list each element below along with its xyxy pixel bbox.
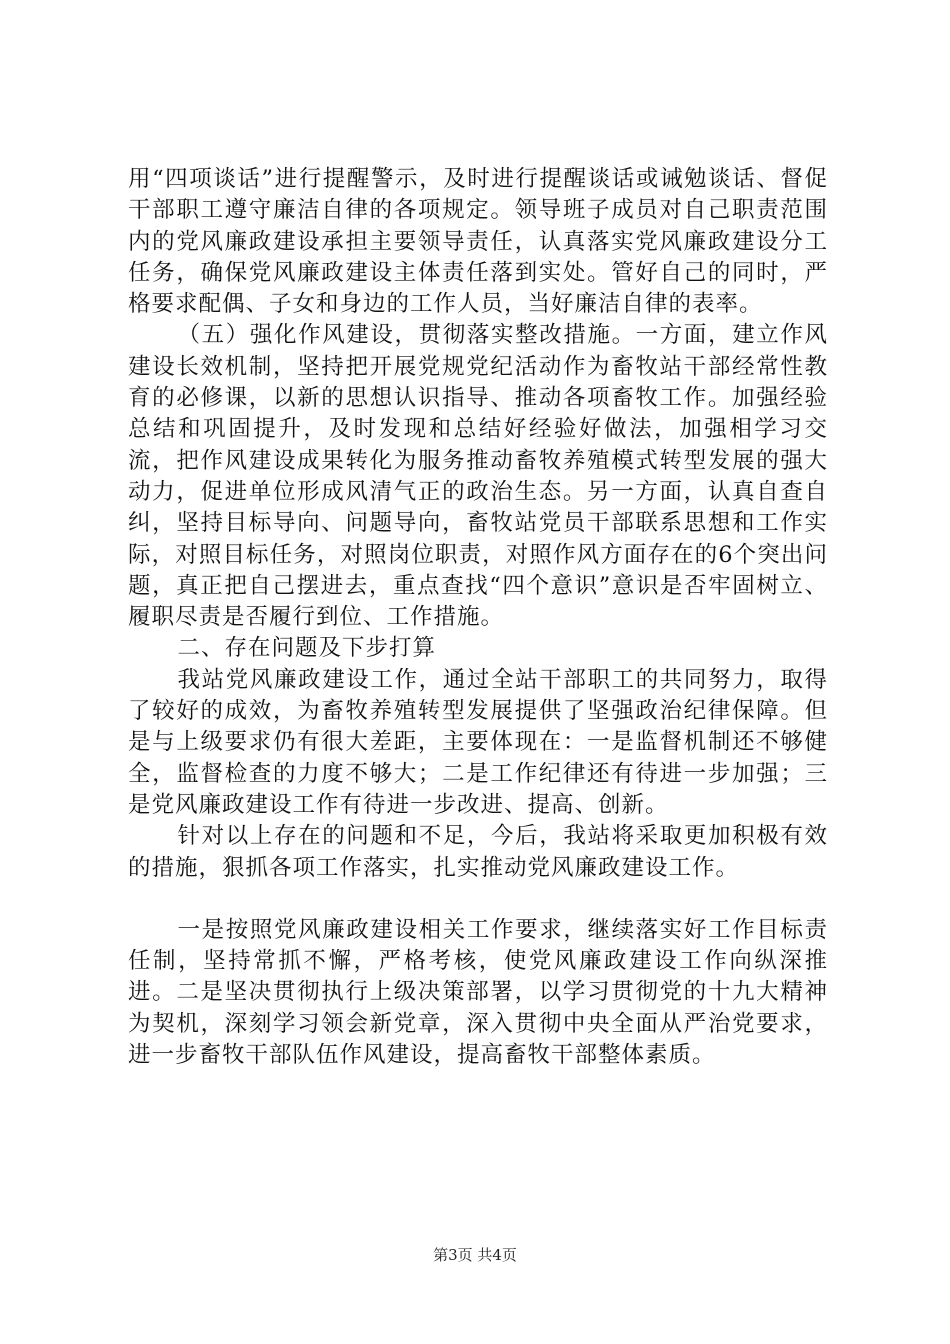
paragraph-achievements: 我站党风廉政建设工作，通过全站干部职工的共同努力，取得了较好的成效，为畜牧养殖转型发展提供了坚强政治纪律保障。但是与上级要求仍有很大差距，主要体现在：一是监督机制还不够健全，监督检查的力度不够大；二是工作纪律还有待进一步加强；三是党风廉政建设工作有待进一步改进、提高、创新。 xyxy=(128,666,828,818)
paragraph-measures: 针对以上存在的问题和不足，今后，我站将采取更加积极有效的措施，狠抓各项工作落实，扎实推动党风廉政建设工作。 xyxy=(128,823,828,881)
paragraph-next-steps: 一是按照党风廉政建设相关工作要求，继续落实好工作目标责任制，坚持常抓不懈，严格考核，使党风廉政建设工作向纵深推进。二是坚决贯彻执行上级决策部署，以学习贯彻党的十九大精神为契机，深刻学习领会新党章，深入贯彻中央全面从严治党要求，进一步畜牧干部队伍作风建设，提高畜牧干部整体素质。 xyxy=(128,916,828,1069)
paragraph-continuation: 用“四项谈话”进行提醒警示，及时进行提醒谈话或诫勉谈话、督促干部职工遵守廉洁自律的各项规定。领导班子成员对自己职责范围内的党风廉政建设承担主要领导责任，认真落实党风廉政建设分工任务，确保党风廉政建设主体责任落到实处。管好自己的同时，严格要求配偶、子女和身边的工作人员，当好廉洁自律的表率。 xyxy=(128,166,828,318)
paragraph-section-five: （五）强化作风建设，贯彻落实整改措施。一方面，建立作风建设长效机制，坚持把开展党规党纪活动作为畜牧站干部经常性教育的必修课，以新的思想认识指导、推动各项畜牧工作。加强经验总结和巩固提升，及时发现和总结好经验好做法，加强相学习交流，把作风建设成果转化为服务推动畜牧养殖模式转型发展的强大动力，促进单位形成风清气正的政治生态。另一方面，认真自查自纠，坚持目标导向、问题导向，畜牧站党员干部联系思想和工作实际，对照目标任务，对照岗位职责，对照作风方面存在的6个突出问题，真正把自己摆进去，重点查找“四个意识”意识是否牢固树立、履职尽责是否履行到位、工作措施。 xyxy=(128,322,828,631)
section-heading-problems: 二、存在问题及下步打算 xyxy=(177,635,437,662)
page-number-footer: 第3页 共4页 xyxy=(433,1246,517,1264)
document-body xyxy=(128,164,828,1071)
